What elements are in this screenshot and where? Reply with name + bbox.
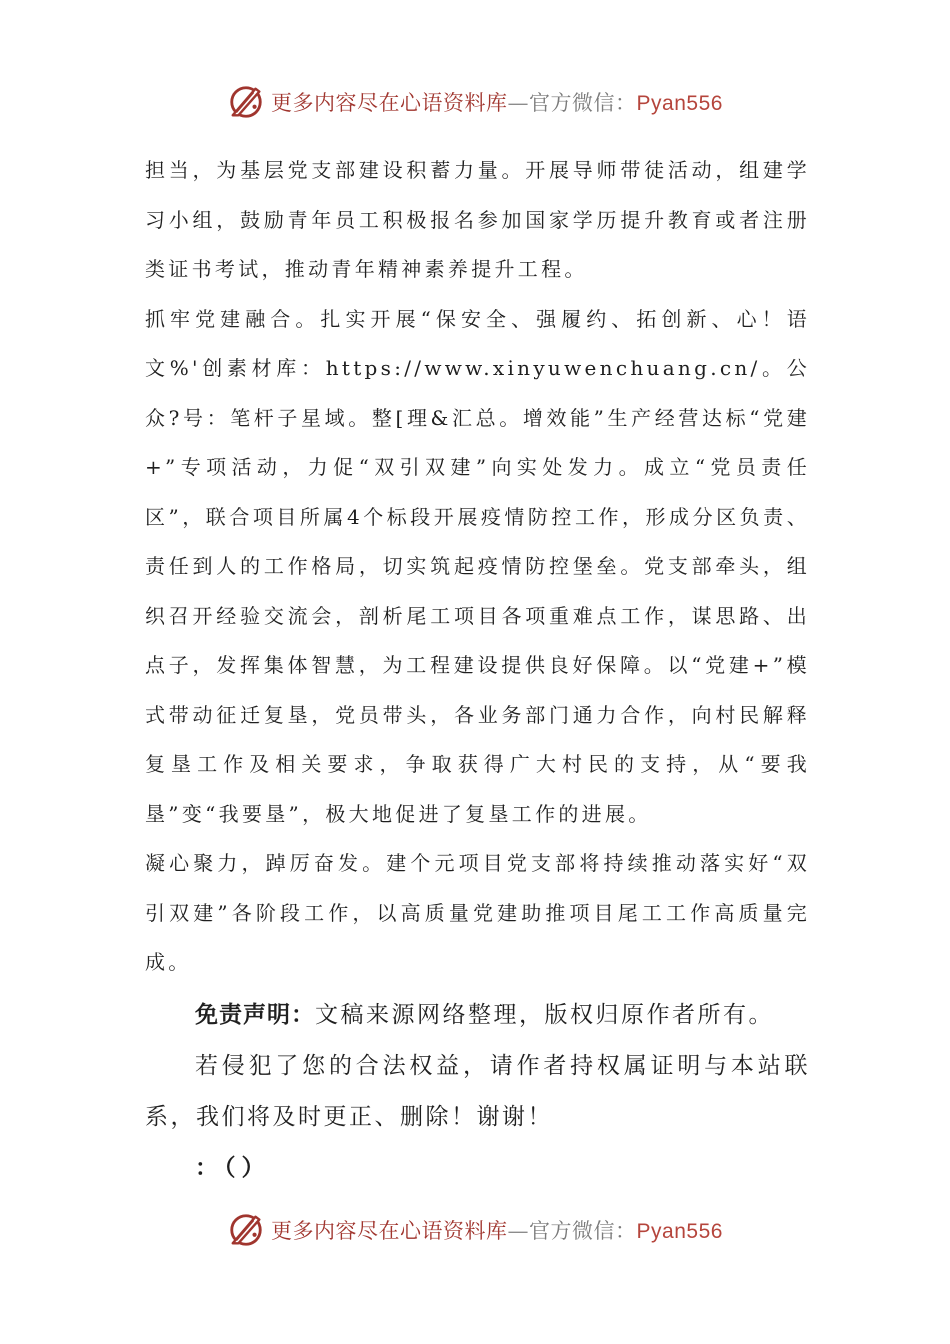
official-label: 官方微信： — [529, 1219, 637, 1243]
quill-pen-logo-icon — [227, 1211, 265, 1249]
footer-banner — [0, 1208, 950, 1252]
disclaimer-line-1 — [145, 990, 810, 1041]
banner-separator: — — [507, 91, 530, 115]
paragraph-2: 抓牢党建融合。扎实开展“保安全、强履约、拓创新、心！语文%'创素材库：https://www.xinyuwenchuang.cn/。公众?号：笔杆子星域。整[理&汇总。增效能”生产经营达标“党建+”专项活动，力促“双引双建”向实处发力。成立“党员责任区”，联合项目所属4个标段开展疫情防控工作，形成分区负责、责任到人的工作格局，切实筑起疫情防控堡垒。党支部牵头，组织召开经验交流会，剖析尾工项目各项重难点工作，谋思路、出点子，发挥集体智慧，为工程建设提供良好保障。以“党建+”模式带动征迁复垦，党员带头，各业务部门通力合作，向村民解释复垦工作及相关要求，争取获得广大村民的支持，从“要我垦”变“我要垦”，极大地促进了复垦工作的进展。 — [145, 306, 810, 826]
brand-text: 更多内容尽在心语资料库 — [271, 1219, 508, 1243]
paragraph-3: 凝心聚力，踔厉奋发。建个元项目党支部将持续推动落实好“双引双建”各阶段工作，以高质量党建助推项目尾工工作高质量完成。 — [145, 851, 810, 974]
brand-text: 更多内容尽在心语资料库 — [271, 91, 508, 115]
disclaimer-line-2: 若侵犯了您的合法权益，请作者持权属证明与本站联系，我们将及时更正、删除！谢谢！ — [145, 1053, 810, 1130]
document-body — [145, 146, 810, 988]
banner-separator: — — [507, 1219, 530, 1243]
disclaimer-paren-line: ：（） — [195, 1155, 271, 1181]
header-banner — [0, 80, 950, 124]
disclaimer-label: 免责声明： — [195, 1002, 315, 1028]
disclaimer-text-1: 文稿来源网络整理，版权归原作者所有。 — [315, 1002, 774, 1028]
footer-banner-text — [271, 1215, 723, 1245]
wechat-id: Pyan556 — [636, 92, 723, 115]
wechat-id: Pyan556 — [636, 1220, 723, 1243]
disclaimer-section — [145, 990, 810, 1194]
official-label: 官方微信： — [529, 91, 637, 115]
header-banner-text — [271, 87, 723, 117]
quill-pen-logo-icon — [227, 83, 265, 121]
paragraph-1: 担当，为基层党支部建设积蓄力量。开展导师带徒活动，组建学习小组，鼓励青年员工积极报名参加国家学历提升教育或者注册类证书考试，推动青年精神素养提升工程。 — [145, 158, 810, 281]
